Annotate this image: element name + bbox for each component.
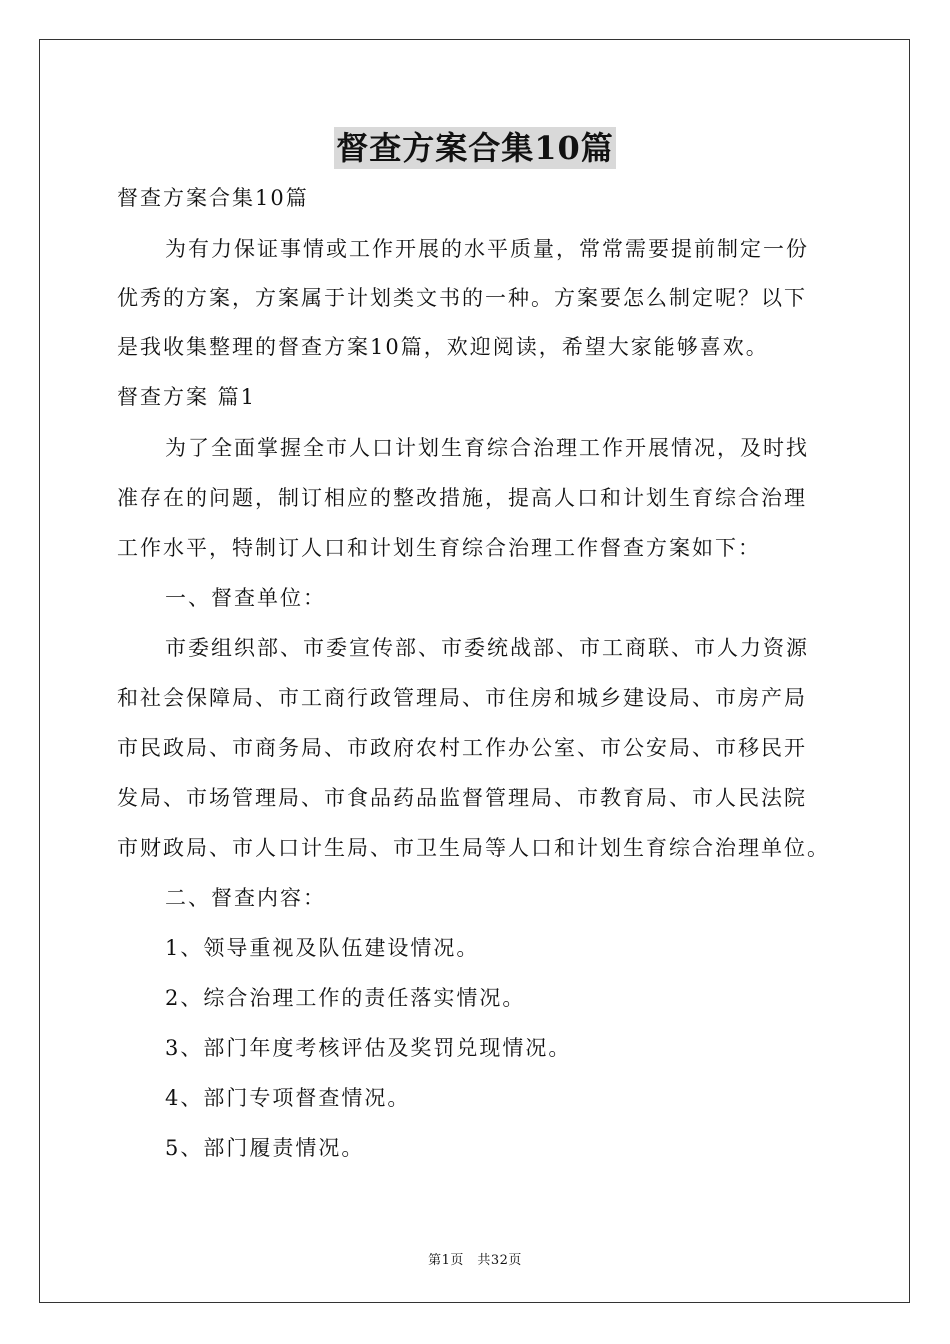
content-item-4: 4、部门专项督查情况。 <box>165 1086 411 1110</box>
section-line-3: 工作水平，特制订人口和计划生育综合治理工作督查方案如下： <box>117 536 761 560</box>
section-heading: 督查方案 篇1 <box>117 385 257 409</box>
units-line-5: 市财政局、市人口计生局、市卫生局等人口和计划生育综合治理单位。 <box>117 836 830 860</box>
section-line-1: 为了全面掌握全市人口计划生育综合治理工作开展情况，及时找 <box>165 436 809 460</box>
section-line-2: 准存在的问题，制订相应的整改措施，提高人口和计划生育综合治理 <box>117 486 807 510</box>
content-item-5: 5、部门履责情况。 <box>165 1136 365 1160</box>
intro-line-1: 为有力保证事情或工作开展的水平质量，常常需要提前制定一份 <box>165 237 809 261</box>
content-item-2: 2、综合治理工作的责任落实情况。 <box>165 986 526 1010</box>
document-title: 督查方案合集10篇 <box>336 129 614 167</box>
intro-line-2: 优秀的方案，方案属于计划类文书的一种。方案要怎么制定呢？以下 <box>117 286 807 310</box>
document-title-block <box>0 127 950 169</box>
content-item-1: 1、领导重视及队伍建设情况。 <box>165 936 480 960</box>
units-heading: 一、督查单位： <box>165 586 326 610</box>
units-line-1: 市委组织部、市委宣传部、市委统战部、市工商联、市人力资源 <box>165 636 809 660</box>
units-line-2: 和社会保障局、市工商行政管理局、市住房和城乡建设局、市房产局 <box>117 686 807 710</box>
content-item-3: 3、部门年度考核评估及奖罚兑现情况。 <box>165 1036 572 1060</box>
document-subtitle: 督查方案合集10篇 <box>117 186 309 210</box>
page-footer: 第1页 共32页 <box>428 1253 522 1268</box>
units-line-3: 市民政局、市商务局、市政府农村工作办公室、市公安局、市移民开 <box>117 736 807 760</box>
content-heading: 二、督查内容： <box>165 886 326 910</box>
units-line-4: 发局、市场管理局、市食品药品监督管理局、市教育局、市人民法院 <box>117 786 807 810</box>
intro-line-3: 是我收集整理的督查方案10篇，欢迎阅读，希望大家能够喜欢。 <box>117 335 769 359</box>
